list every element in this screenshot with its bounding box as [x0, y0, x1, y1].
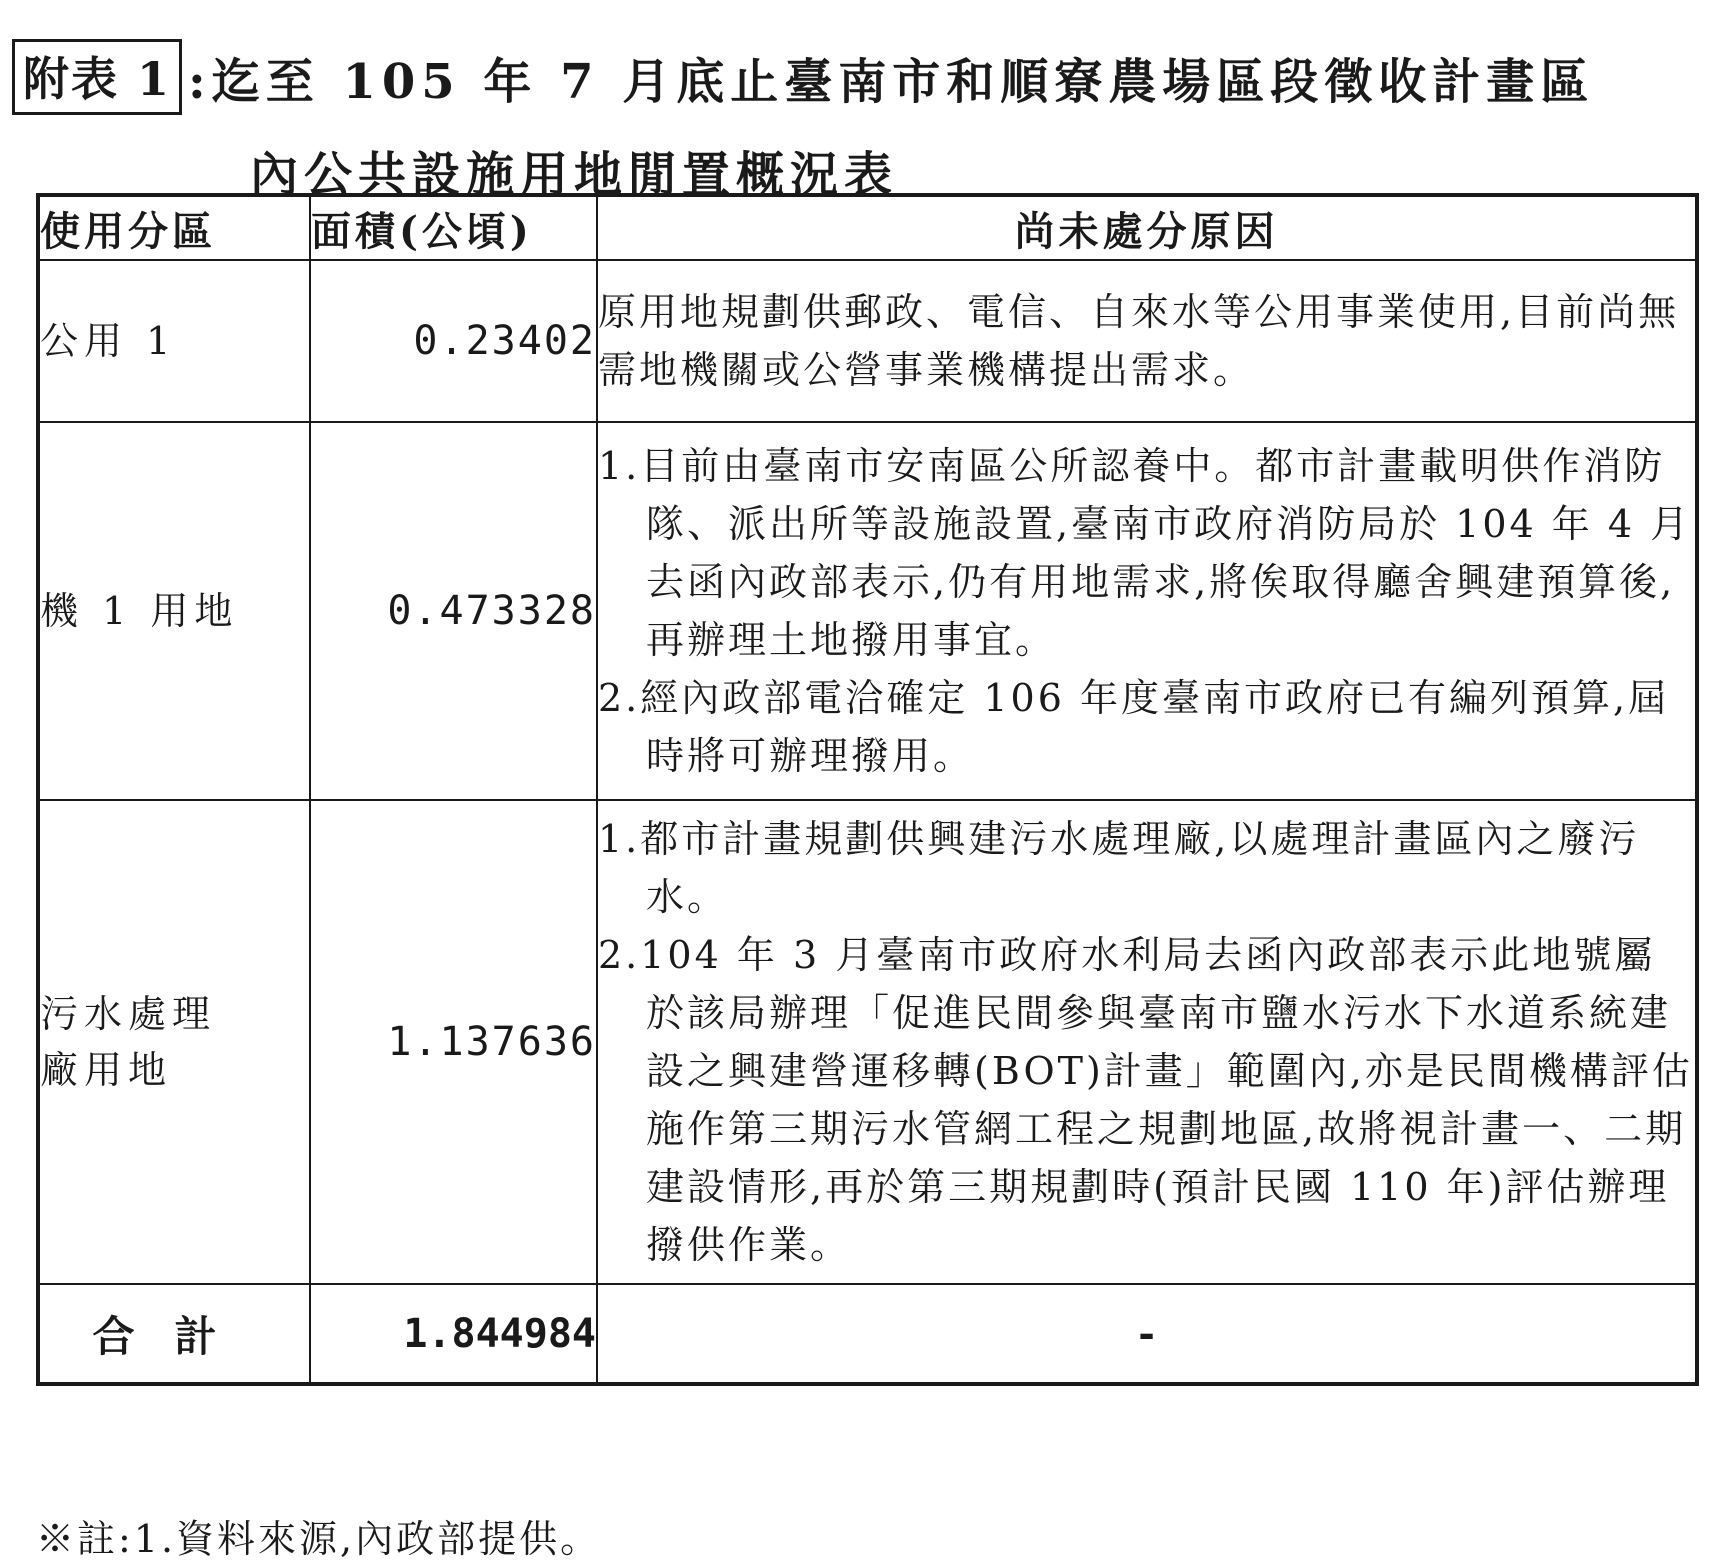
- table-row: [38, 422, 1697, 800]
- total-row: [38, 1284, 1697, 1384]
- reason-text: 原用地規劃供郵政、電信、自來水等公用事業使用,目前尚無需地機關或公營事業機構提出需求。: [598, 290, 1680, 392]
- title-line-1: [12, 22, 1712, 132]
- reason-item: 1.目前由臺南市安南區公所認養中。都市計畫載明供作消防隊、派出所等設施設置,臺南市政府消防局於 104 年 4 月去函內政部表示,仍有用地需求,將俟取得廳舍興建預算後,再辦理土地撥用事宜。: [598, 444, 1692, 662]
- zone-cell: [38, 800, 310, 1284]
- total-area: 1.844984: [310, 1284, 597, 1384]
- appendix-tag: 附表 1: [12, 39, 182, 115]
- area-cell: 1.137636: [310, 800, 597, 1284]
- title-line-2: 內公共設施用地閒置概況表: [250, 147, 899, 203]
- zone-cell: 公用 1: [38, 260, 310, 422]
- reason-cell: [597, 422, 1697, 800]
- reason-cell: [597, 800, 1697, 1284]
- reason-item: 2.經內政部電洽確定 106 年度臺南市政府已有編列預算,屆時將可辦理撥用。: [598, 676, 1670, 778]
- area-cell: 0.23402: [310, 260, 597, 422]
- zone-text: 污水處理廠用地: [40, 992, 217, 1092]
- document-title: [12, 22, 1712, 205]
- header-reason: 尚未處分原因: [597, 195, 1697, 260]
- reason-item: 1.都市計畫規劃供興建污水處理廠,以處理計畫區內之廢污水。: [598, 817, 1640, 919]
- total-reason: -: [597, 1284, 1697, 1384]
- reason-item: 2.104 年 3 月臺南市政府水利局去函內政部表示此地號屬於該局辦理「促進民間參與臺南市鹽水污水下水道系統建設之興建營運移轉(BOT)計畫」範圍內,亦是民間機構評估施作第三期污水管網工程之規劃地區,故將視計畫一、二期建設情形,再於第三期規劃時(預計民國 110 年)評估辦理撥供作業。: [598, 933, 1693, 1267]
- reason-cell: [597, 260, 1697, 422]
- total-label: 合計: [38, 1284, 310, 1384]
- zone-cell: 機 1 用地: [38, 422, 310, 800]
- table-row: [38, 800, 1697, 1284]
- table-header-row: [38, 195, 1697, 260]
- area-cell: 0.473328: [310, 422, 597, 800]
- header-zone: 使用分區: [38, 195, 310, 260]
- idle-land-table: [36, 193, 1699, 1386]
- footnote: ※註:1.資料來源,內政部提供。: [36, 1517, 602, 1561]
- header-area: 面積(公頃): [310, 195, 597, 260]
- title-text-1: :迄至 105 年 7 月底止臺南市和順寮農場區段徵收計畫區: [188, 53, 1595, 110]
- table-row: [38, 260, 1697, 422]
